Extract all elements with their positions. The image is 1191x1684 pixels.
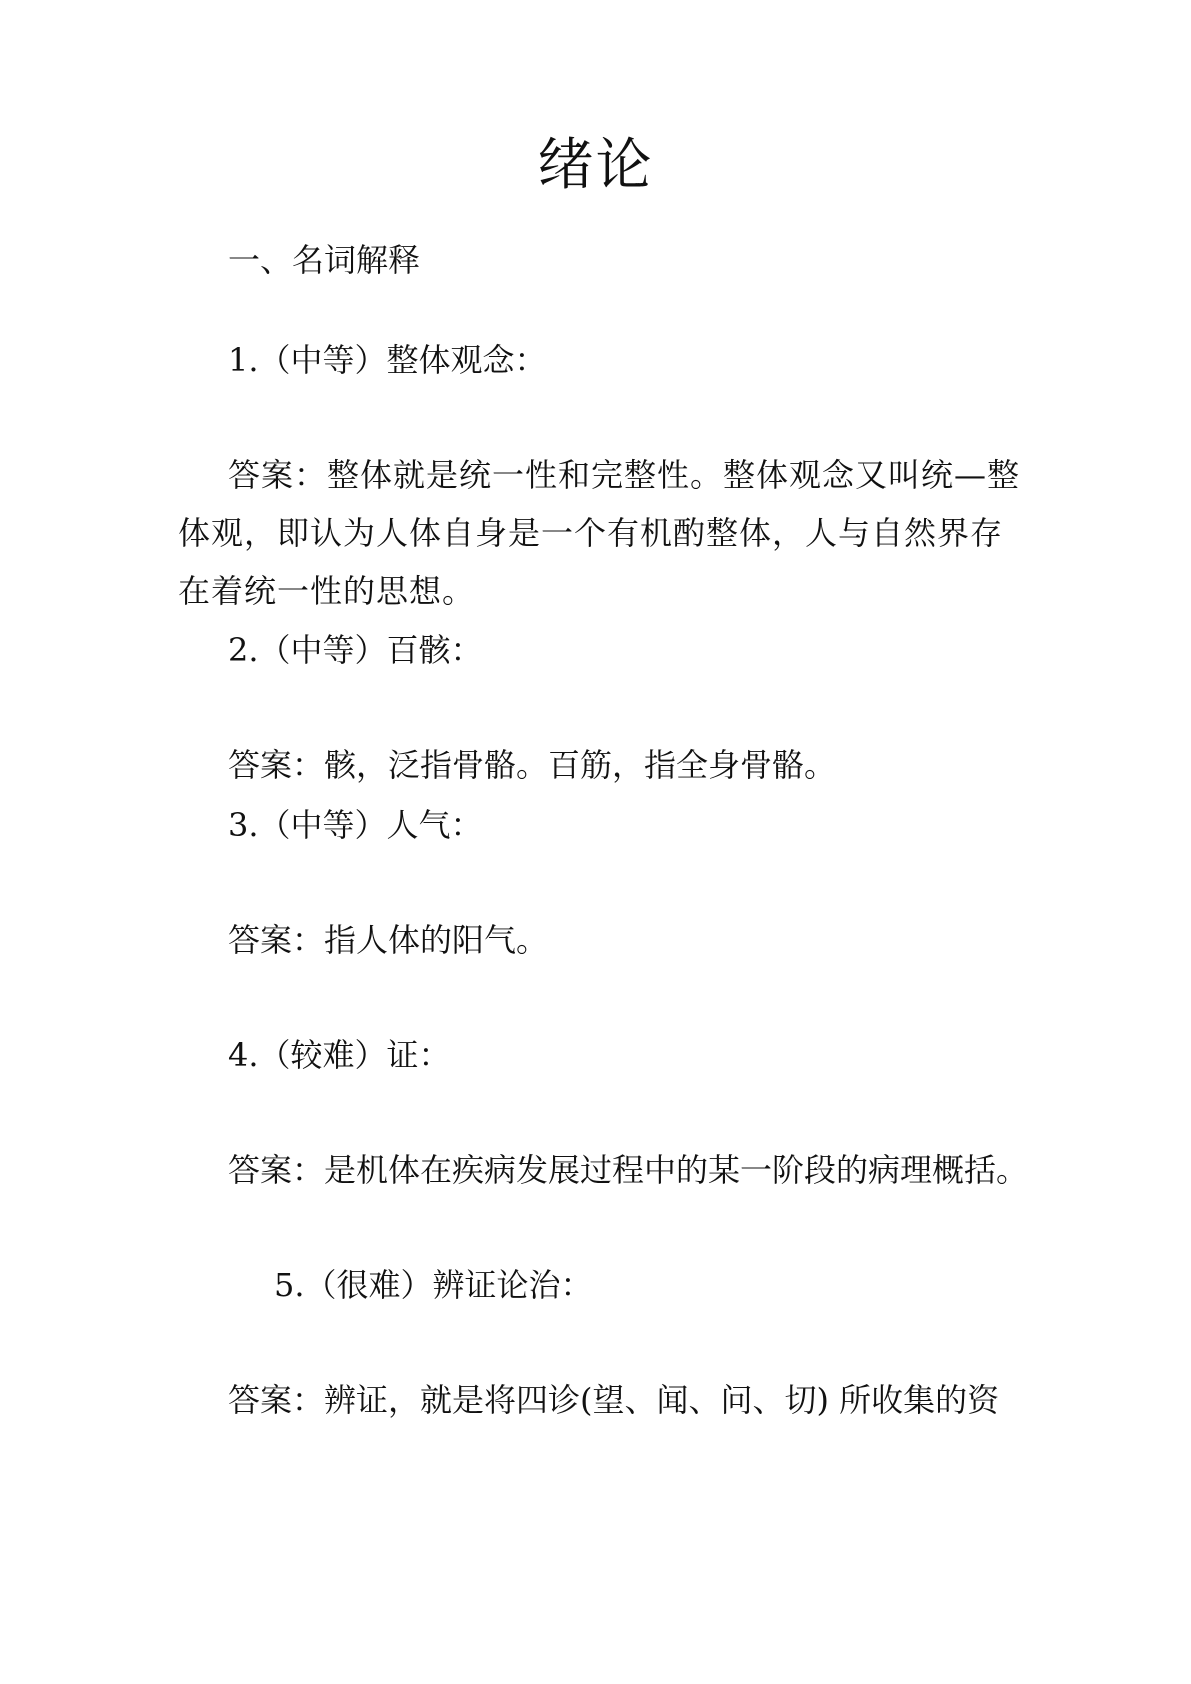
answer-2: 答案：骸，泛指骨骼。百筋，指全身骨骼。	[228, 746, 837, 784]
answer-3: 答案：指人体的阳气。	[228, 921, 549, 959]
answer-1: 答案：整体就是统一性和完整性。整体观念又叫统—整体观，即认为人体自身是一个有机酌整体，人与自然界存在着统一性的思想。	[178, 456, 1021, 610]
page-title: 绪论	[537, 133, 654, 198]
question-1: 1.（中等）整体观念：	[228, 341, 547, 379]
question-2: 2.（中等）百骸：	[228, 631, 483, 669]
answer-4: 答案：是机体在疾病发展过程中的某一阶段的病理概括。	[228, 1151, 1029, 1189]
question-5: 5.（很难）辨证论治：	[274, 1266, 593, 1304]
answer-5: 答案：辨证，就是将四诊(望、闻、问、切) 所收集的资	[228, 1381, 1000, 1419]
section-heading: 一、名词解释	[228, 241, 421, 279]
question-3: 3.（中等）人气：	[228, 806, 483, 844]
question-4: 4.（较难）证：	[228, 1036, 451, 1074]
